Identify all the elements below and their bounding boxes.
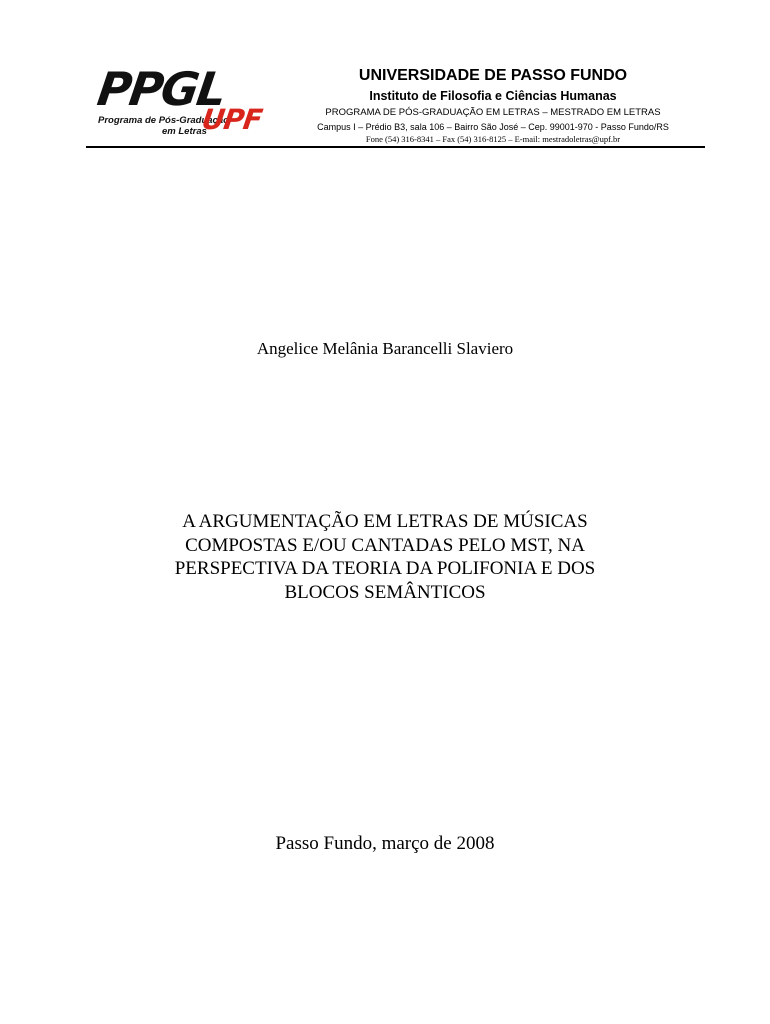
institute-name: Instituto de Filosofia e Ciências Humanas (369, 89, 617, 103)
contact-info: Fone (54) 316-8341 – Fax (54) 316-8125 – E-mail: mestradoletras@upf.br (365, 134, 621, 144)
letterhead (300, 66, 686, 145)
program-name: PROGRAMA DE PÓS-GRADUAÇÃO EM LETRAS – MESTRADO EM LETRAS (325, 107, 661, 118)
document-title (0, 510, 770, 604)
header-divider (86, 146, 705, 148)
logo-subtitle-line2: em Letras (162, 126, 207, 137)
logo-ppgl-text: PPGL (94, 62, 229, 116)
author-name: Angelice Melânia Barancelli Slaviero (256, 339, 514, 358)
campus-address: Campus I – Prédio B3, sala 106 – Bairro São José – Cep. 99001-970 - Passo Fundo/RS (317, 122, 669, 132)
logo-subtitle-line1: Programa de Pós-Graduação (98, 115, 229, 126)
title-line: PERSPECTIVA DA TEORIA DA POLIFONIA E DOS (174, 558, 596, 579)
ppgl-upf-logo (94, 62, 271, 142)
logo-upf-text: UPF (199, 103, 264, 136)
place-and-date: Passo Fundo, março de 2008 (275, 833, 495, 854)
title-line: COMPOSTAS E/OU CANTADAS PELO MST, NA (185, 534, 585, 556)
title-line: A ARGUMENTAÇÃO EM LETRAS DE MÚSICAS (182, 511, 588, 532)
university-name: UNIVERSIDADE DE PASSO FUNDO (358, 67, 628, 84)
title-line: BLOCOS SEMÂNTICOS (284, 581, 486, 603)
